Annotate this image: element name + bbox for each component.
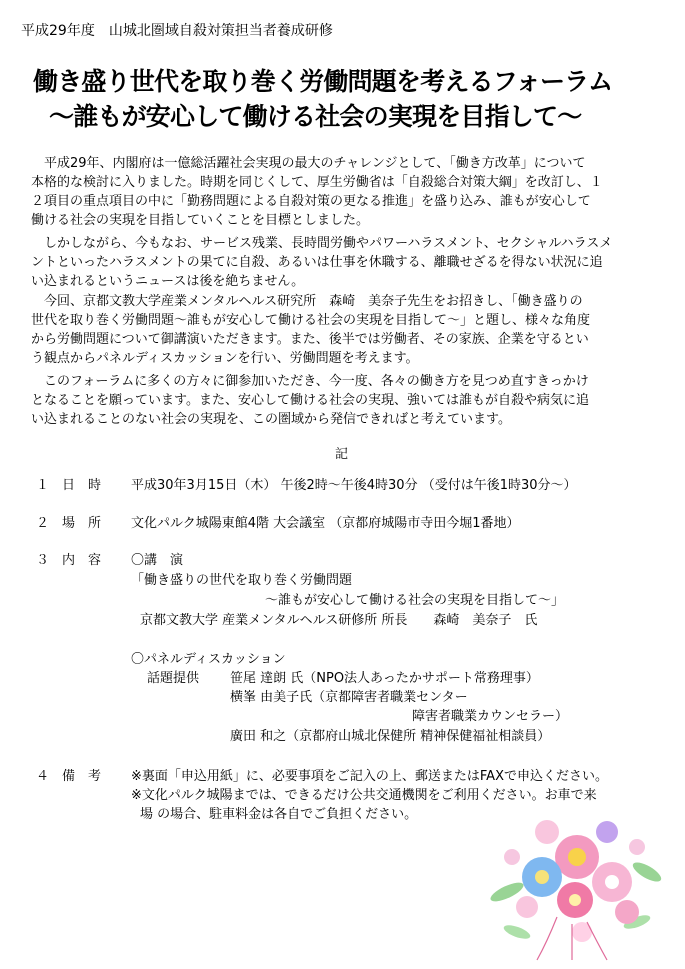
lecturer: 京都文教大学 産業メンタルヘルス研修所 所長 森崎 美奈子 氏: [140, 613, 538, 628]
notes-label: ４ 備 考: [36, 769, 102, 784]
body-line: しかしながら、今もなお、サービス残業、長時間労働やパワーハラスメント、セクシャルハラスメ: [31, 236, 613, 251]
body-line: となることを願っています。また、安心して働ける社会の実現、強いては誰もが自殺や病気に追: [31, 393, 589, 408]
panel-label: 話題提供: [147, 671, 200, 686]
place-label: ２ 場 所: [36, 516, 102, 531]
panelist-3: 廣田 和之（京都府山城北保健所 精神保健福祉相談員）: [230, 729, 551, 744]
lecture-title-2: ～誰もが安心して働ける社会の実現を目指して～」: [265, 593, 565, 608]
header-line: 平成29年度 山城北圏域自殺対策担当者養成研修: [21, 23, 333, 39]
lecture-heading: 〇講 演: [131, 553, 184, 568]
body-line: う観点からパネルディスカッションを行い、労働問題を考えます。: [31, 351, 419, 366]
panelist-2: 横峯 由美子氏（京都障害者職業センター: [230, 690, 468, 705]
flower-bouquet-icon: [487, 802, 667, 962]
panel-heading: 〇パネルディスカッション: [131, 652, 286, 667]
title-line-1: 働き盛り世代を取り巻く労働問題を考えるフォーラム: [33, 67, 613, 96]
ki-heading: 記: [335, 447, 349, 462]
body-line: 今回、京都文教大学産業メンタルヘルス研究所 森崎 美奈子先生をお招きし、「働き盛りの: [31, 294, 583, 309]
panelist-1: 笹尾 達朗 氏（NPO法人あったかサポート常務理事）: [230, 671, 539, 686]
note-1: ※裏面「申込用紙」に、必要事項をご記入の上、郵送またはFAXで申込ください。: [131, 769, 608, 784]
flowers: [504, 820, 645, 942]
ribbons: [537, 917, 607, 960]
place-value: 文化パルク城陽東館4階 大会議室 （京都府城陽市寺田今堀1番地）: [131, 516, 520, 531]
body-line: い込まれるというニュースは後を絶ちません。: [31, 274, 305, 289]
date-value: 平成30年3月15日（木） 午後2時～午後4時30分 （受付は午後1時30分～）: [131, 478, 577, 493]
body-line: ２項目の重点項目の中に「勤務問題による自殺対策の更なる推進」を盛り込み、誰もが安心して: [31, 194, 591, 209]
body-line: 世代を取り巻く労働問題～誰もが安心して働ける社会の実現を目指して～」と題し、様々な角度: [31, 313, 591, 328]
note-2: ※文化パルク城陽までは、できるだけ公共交通機関をご利用ください。お車で来: [131, 788, 597, 803]
body-line: このフォーラムに多くの方々に御参加いただき、今一度、各々の働き方を見つめ直すきっかけ: [31, 374, 589, 389]
body-line: 本格的な検討に入りました。時期を同じくして、厚生労働省は「自殺総合対策大綱」を改訂し、１: [31, 175, 603, 190]
note-2-cont: 場 の場合、駐車料金は各自でご負担ください。: [140, 807, 418, 822]
lecture-title-1: 「働き盛りの世代を取り巻く労働問題: [131, 573, 353, 588]
content-label: ３ 内 容: [36, 553, 102, 568]
body-line: い込まれることのない社会の実現を、この圏域から発信できればと考えています。: [31, 412, 511, 427]
title-line-2: ～誰もが安心して働ける社会の実現を目指して～: [49, 102, 582, 131]
panelist-2-title: 障害者職業カウンセラー）: [412, 709, 569, 724]
body-line: から労働問題について御講演いただきます。また、後半では労働者、その家族、企業を守るとい: [31, 332, 589, 347]
date-label: １ 日 時: [36, 478, 102, 493]
body-line: ントといったハラスメントの果てに自殺、あるいは仕事を休職する、離職せざるを得ない状況に追: [31, 255, 603, 270]
body-line: 平成29年、内閣府は一億総活躍社会実現の最大のチャレンジとして、「働き方改革」について: [31, 156, 586, 171]
body-line: 働ける社会の実現を目指していくことを目標としました。: [31, 213, 370, 228]
